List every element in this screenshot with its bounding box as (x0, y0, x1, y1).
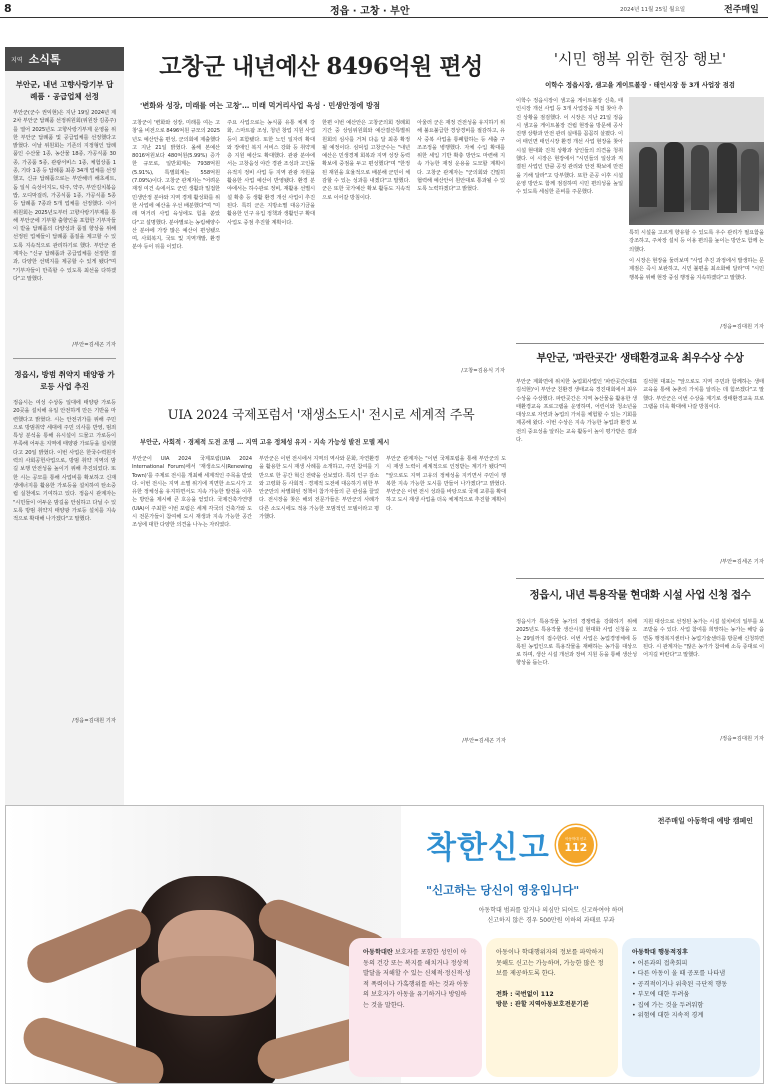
ad-photo (6, 806, 401, 1084)
ad-slogan: "신고하는 당신이 영웅입니다" (426, 883, 580, 897)
article-col-2: 부안군은 이번 전시에서 지역의 역사와 문화, 자연환경을 활용한 도시 재생 사례를 소개하고, 주민 참여를 기반으로 한 공간 혁신 전략을 선보였다. 특히 인구 감소와 고령화 등 사회적 · 경제적 도전에 대응하기 위한 부안군만의 차별화된 정책이 참가자들의 큰 관심을 끌었다. 전시장을 찾은 해외 전문가들은 부안군의 사례가 다른 소도시에도 적용 가능한 모범적인 모델이라고 평가했다. (259, 456, 379, 521)
byline: /부안=김세곤 기자 (720, 559, 764, 565)
byline: /정읍=김대원 기자 (720, 324, 764, 330)
badge-112 (556, 825, 596, 865)
byline: /정읍=김대원 기자 (72, 718, 116, 724)
article-col-left: 정읍시가 특용작물 농가의 경쟁력을 강화하기 위해 2025년도 특용작물 생산시설 현대화 사업 신청을 오는 29일까지 접수한다. 이번 사업은 농업경영체에 등록된 농업인으로 특용작물을 재배하는 농가를 대상으로 하며, 생산 시설 개선과 장비 지원 등을 통해 생산성 향상을 돕는다. (516, 619, 637, 667)
ad-top-label: 전주매일 아동학대 예방 캠페인 (657, 817, 753, 825)
mid-article (132, 405, 510, 755)
ad-box-definition (349, 938, 482, 1077)
divider (516, 578, 764, 579)
byline: /고창=김용식 기자 (461, 368, 505, 374)
ad-box-text: 아동이나 학대행위자의 정보를 파악하지 못해도 신고는 가능하며, 가능한 많은 정보를 제공하도록 한다. (496, 949, 604, 977)
ad-box-report (486, 938, 618, 1077)
article-subheadline: 이학수 정읍시장, 샘고을 게이트볼장 · 태인시장 등 3개 사업장 점검 (545, 81, 735, 89)
section-title: 정읍 · 고창 · 부안 (330, 6, 410, 17)
article-headline: 정읍시, 내년 특용작물 현대화 시설 사업 신청 접수 (529, 589, 751, 601)
divider (516, 343, 764, 344)
article-col-left: 이학수 정읍시장이 샘고을 게이트볼장 신축, 태인시장 개선 사업 등 3개 사업장을 직접 찾아 추진 상황을 점검했다. 이 시장은 지난 21일 정읍시 샘고을 게이트볼장 건립 현장을 방문해 공사 진행 상황과 안전 관리 실태를 꼼꼼히 살폈다. 이어 태인면 태인시장 환경 개선 사업 현장을 찾아 시설 현대화 진척 상황과 상인들의 의견을 청취했다. 이 시장은 현장에서 "시민들의 일상과 직결된 사업인 만큼 공정 관리와 안전 확보에 만전을 기해 달라"고 당부했다. 또한 준공 이후 시설 운영 방안도 함께 점검하며 시민 편의성을 높일 수 있도록 세심한 준비를 주문했다. (516, 98, 623, 196)
article-body (132, 455, 510, 745)
ad-description (426, 906, 676, 926)
masthead: 전주매일 (724, 5, 759, 15)
issue-date: 2024년 11월 25일 월요일 (620, 7, 686, 13)
article-body-row (516, 378, 764, 568)
list-item: • 위험에 대한 지속적 경계 (632, 1012, 704, 1019)
ad-contact-visit: 방문 : 관할 지역아동보호전문기관 (496, 1001, 589, 1008)
main-col-3: 한편 이번 예산안은 고창군의회 정례회 기간 중 상임위원회와 예산결산특별위원회의 심사를 거쳐 다음 달 최종 확정될 예정이다. 심덕섭 고창군수는 "내년 예산은 민생경제 회복과 지역 성장 동력 확보에 중점을 두고 편성했다"며 "한정된 재원을 효율적으로 배분해 군민이 체감할 수 있는 성과를 내겠다"고 말했다. 군은 또한 국가예산 확보 활동도 지속적으로 이어갈 방침이다. (322, 120, 410, 201)
ad-box-title: 아동학대 행동적징후 (632, 949, 688, 956)
main-headline: 고창군 내년예산 8496억원 편성 (159, 53, 483, 80)
sidebar-item-1 (5, 71, 124, 348)
right-top-article (516, 47, 764, 341)
article-headline: 부안군, '파란곳간' 생태환경교육 최우수상 수상 (536, 352, 744, 364)
byline: /정읍=김대원 기자 (720, 736, 764, 742)
sidebar-column (5, 47, 124, 829)
byline: /부안=김세곤 기자 (462, 738, 506, 744)
right-bottom-article (516, 586, 764, 756)
list-item: • 집에 가는 것을 두려워함 (632, 1001, 704, 1009)
ad-box-title: 아동학대란 (363, 949, 393, 956)
main-body (132, 119, 510, 374)
main-col-2: 주요 사업으로는 농식품 유통 체계 강화, 스마트팜 조성, 청년 창업 지원 사업 등이 포함됐다. 또한 노인 일자리 확대와 장애인 복지 서비스 강화 등 취약계층 지원 예산도 확대했다. 관광 분야에서는 고창읍성 야간 경관 조성과 고인돌 유적지 정비 사업 등 지역 관광 자원을 활용한 사업 예산이 반영됐다. 환경 분야에서는 하수관로 정비, 재활용 선별시설 확충 등 생활 환경 개선 사업이 추진된다. 특히 군은 지방소멸 대응기금을 활용한 인구 유입 정책과 생활인구 확대 사업도 중점 추진할 계획이다. (227, 120, 315, 226)
article-subheadline: 부안군, 사회적 · 경제적 도전 조명 … 지역 고유 정체성 유지 · 지속 가능성 발전 모델 제시 (140, 439, 390, 446)
badge-text: 아동학대 신고 (565, 836, 587, 841)
ad-logo (426, 822, 596, 867)
article-col-right: 지원 대상으로 선정된 농가는 시설 설치비의 일부를 보조받을 수 있다. 사업 참여를 희망하는 농가는 해당 읍면동 행정복지센터나 농업기술센터를 방문해 신청하면 된다. 시 관계자는 "많은 농가가 참여해 소득 증대로 이어지길 바란다"고 말했다. (643, 619, 764, 659)
page-header (0, 0, 768, 18)
right-mid-article (516, 349, 764, 574)
article-photo (629, 97, 764, 225)
main-subheadline: '변화와 성장, 미래를 여는 고창'… 미래 먹거리사업 육성 · 민생안정에 방점 (140, 101, 381, 110)
article-body-row (516, 618, 764, 743)
sidebar-label: 지역 (11, 56, 23, 64)
ad-contact-phone: 전화 : 국번없이 112 (496, 990, 554, 998)
article-headline: '시민 행복 위한 현장 행보' (553, 50, 727, 68)
sidebar-header (5, 47, 124, 71)
divider (13, 358, 116, 359)
article-col-1: 부안군이 UIA 2024 국제포럼(UIA 2024 International Forum)에서 '재생소도시(Renewing Town)'를 주제로 전시를 개최해 세계적인 주목을 받았다. 이번 전시는 지역 소멸 위기에 직면한 소도시가 고유한 정체성을 유지하면서도 지속 가능한 발전을 이루는 방안을 제시해 큰 호응을 얻었다. 국제건축가연맹(UIA)이 주최한 이번 포럼은 세계 각국의 건축가와 도시 전문가들이 참여해 도시 재생과 지속 가능한 공간 조성에 대한 다양한 의견을 나누는 자리였다. (132, 456, 252, 529)
list-item: • 어른과의 접촉회피 (632, 959, 688, 967)
sidebar-item-title: 부안군, 내년 고향사랑기부 답례품 · 공급업체 선정 (15, 80, 114, 101)
list-item: • 부모에 대한 두려움 (632, 991, 690, 998)
main-col-4: 아울러 군은 재정 건전성을 유지하기 위해 불요불급한 경상경비를 절감하고, 유사 중복 사업을 통폐합하는 등 세출 구조조정을 병행했다. 자체 수입 확대를 위한 세입 기반 확충 방안도 마련해 지속 가능한 재정 운용을 도모할 계획이다. 고창군 관계자는 "군의회와 긴밀히 협력해 예산안이 원안대로 통과될 수 있도록 노력하겠다"고 밝혔다. (417, 120, 505, 193)
sidebar-item-2 (5, 369, 124, 724)
ad-signs-list (632, 959, 750, 1022)
article-col-3: 부안군 관계자는 "이번 국제포럼을 통해 부안군의 도시 재생 노력이 세계적으로 인정받는 계기가 됐다"며 "앞으로도 지역 고유의 정체성을 지키면서 주민이 행복한 지속 가능한 도시를 만들어 나가겠다"고 밝혔다. 부안군은 이번 전시 성과를 바탕으로 국제 교류를 확대하고 도시 재생 사업을 더욱 체계적으로 추진할 계획이다. (386, 456, 506, 512)
byline: /부안=김세곤 기자 (72, 342, 116, 348)
list-item: • 다른 아동이 울 때 공포를 나타냄 (632, 970, 726, 977)
ad-box-text: 보호자를 포함한 성인이 아동의 건강 또는 복지를 해치거나 정상적 발달을 저해할 수 있는 신체적·정신적·성적 폭력이나 가혹행위를 하는 것과 아동의 보호자가 아동을 유기하거나 방임하는 것을 말한다. (363, 949, 471, 1009)
article-headline: UIA 2024 국제포럼서 '재생소도시' 전시로 세계적 주목 (167, 408, 475, 423)
campaign-ad (5, 805, 764, 1084)
main-article (132, 47, 510, 383)
sidebar-title: 소식톡 (28, 53, 61, 66)
ad-desc-line2: 신고하지 않은 경우 500만원 이하의 과태료 부과 (487, 917, 615, 924)
sidebar-item-body: 부안군(군수 권익현)은 지난 19일 2024년 제2차 부안군 답례품 선정위원회(위원장 김종주)를 열어 2025년도 고향사랑기부제 운영을 위한 부안군 답례품 및 공급업체를 선정했다고 밝혔다. 이날 위원회는 기존의 지정형인 답례품인 수산물 1종, 농산물 18종, 가공식품 30종, 가공품 5종, 관광서비스 1종, 체험상품 1종, 기타 1종 등 답례품 최종 34개 업체를 선정했고, 신규 답례품으로는 부안해녀 해초세트, 돔 일식 숙성어지도, 탁주, 약주, 부안김치볶음밥, 오디막걸리, 가공식품 1종, 가공식품 5종 등 답례품 7종과 5개 업체를 선정했다. 이어 위원회는 2025년도부터 고향사랑기부제를 통해 부안군에 기부할 출향인을 포함한 기부자들이 받을 답례품의 다양성과 품질 향상을 위해 선정된 업체들이 답례품 품질을 제고할 수 있도록 지속적으로 관리하기로 했다. 부안군 관계자는 "신규 답례품과 공급업체를 선정한 결과, 다양한 선택지를 제공할 수 있게 됐다"며 "기부자들이 만족할 수 있도록 최선을 다하겠다"고 말했다. (13, 110, 116, 282)
article-col-right: 이 시장은 현장을 둘러보며 "사업 추진 과정에서 발생하는 문제점은 즉시 보완하고, 시민 불편을 최소화해 달라"며 "시민 행복을 위해 현장 중심 행정을 지속하겠다"고 말했다. (629, 258, 764, 281)
sidebar-item-body: 정읍시는 여성 수상동 일대에 태양광 가로등 20곳을 설치해 유일 안전하게 만든 기반을 마련했다고 밝혔다. 시는 안전귀가를 위해 주민으로 방범취약 세대에 주민 의사를 반영, 범죄 특성 분석을 통해 유시설이 드물고 가로등이 부족해 어두운 지역에 태양광 가로등을 설치했다고 20일 밝혔다. 이번 사업은 한국수력원자력의 사회공헌사업으로, 방범 취약 지역의 밤길 보행 안전성을 높이기 위해 추진되었다. 또한 시는 공모를 통해 사업비를 확보하고 신재생에너지를 활용한 가로등을 설치하여 탄소중립 실천에도 기여하고 있다. 정읍시 관계자는 "시민들이 어두운 밤길을 안심하고 다닐 수 있도록 방범 취약지 태양광 가로등 설치를 지속적으로 확대해 나가겠다"고 말했다. (13, 400, 116, 523)
article-body-row (516, 97, 764, 330)
badge-number: 112 (564, 840, 588, 854)
page-number: 8 (4, 2, 12, 15)
ad-box-signs (622, 938, 760, 1077)
article-col-right-top: 특히 시설을 고르게 향유할 수 있도록 우수 관리가 필요함을 강조하고, 주차장 설치 등 이용 편의를 높이는 방안도 함께 논의했다. (629, 230, 764, 253)
article-col-right: 김석현 대표는 "앞으로도 지역 주민과 함께하는 생태 교육을 통해 농촌의 가치를 알리는 데 힘쓰겠다"고 말했다. 부안군은 이번 수상을 계기로 생태환경교육 프로그램을 더욱 확대해 나갈 방침이다. (643, 379, 764, 410)
ad-desc-line1: 아동학대 범죄를 알거나 의심만 되어도 신고하여야 하며 (478, 907, 624, 914)
main-col-1: 고창군이 '변화와 성장, 미래를 여는 고창'을 비전으로 8496억원 규모의 2025년도 예산안을 편성, 군의회에 제출했다고 지난 21일 밝혔다. 올해 본예산 8016억원보다 480억원(5.99%) 증가한 규모로, 일반회계는 7938억원(5.91%), 특별회계는 558억원(7.09%)이다. 고창군 관계자는 "어려운 재정 여건 속에서도 군민 생활과 밀접한 민생안정 분야와 지역 경제 활성화를 위한 사업에 예산을 우선 배분했다"며 "미래 먹거리 사업 육성에도 힘을 쏟았다"고 설명했다. 분야별로는 농림해양수산 분야에 가장 많은 예산이 편성됐으며, 사회복지, 국토 및 지역개발, 환경 분야 등이 뒤를 이었다. (132, 120, 220, 251)
ad-logo-text: 착한신고 (426, 830, 550, 866)
list-item: • 공격적이거나 위축된 극단적 행동 (632, 980, 728, 988)
sidebar-item-title: 정읍시, 방범 취약지 태양광 가로등 사업 추진 (14, 370, 115, 391)
article-col-left: 부안군 계화면에 위치한 농업회사법인 '파란곳간(대표 김석현)'이 부안군 친환경 생태교육 경진대회에서 최우수상을 수상했다. 파란곳간은 지역 농산물을 활용한 생태환경교육 프로그램을 운영하며, 어린이와 청소년을 대상으로 자연과 농업의 가치를 체험할 수 있는 기회를 제공해 왔다. 이번 수상은 지속 가능한 농업과 환경 보전의 중요성을 알리는 교육 활동이 높이 평가받은 결과다. (516, 379, 637, 444)
